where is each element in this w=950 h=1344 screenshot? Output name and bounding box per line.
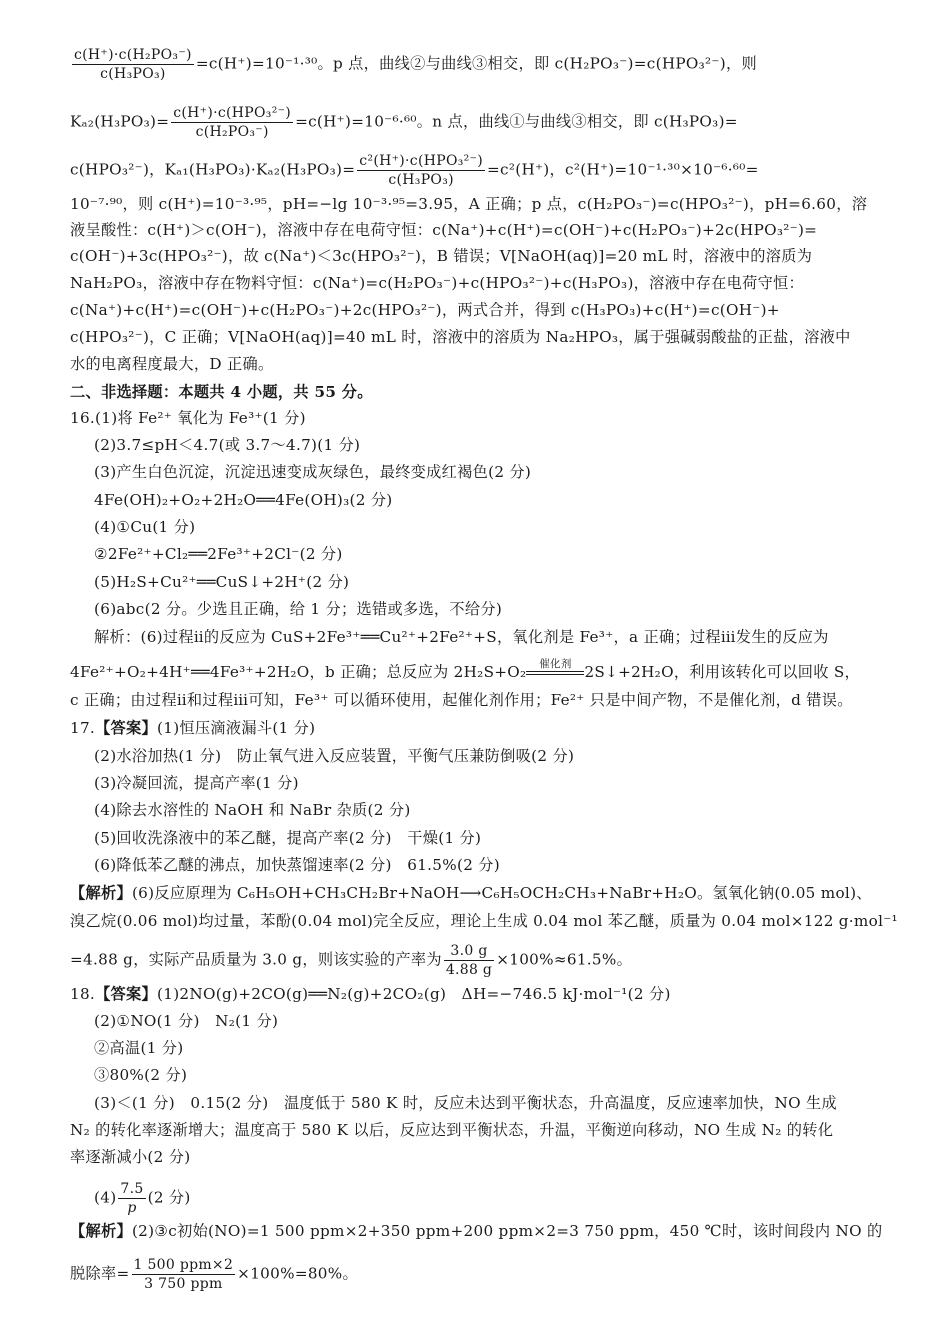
q15-line-3 [70, 152, 759, 189]
fraction-ka2 [171, 104, 293, 141]
q16-answer-2: (2)3.7≤pH＜4.7(或 3.7～4.7)(1 分) [94, 436, 361, 454]
answer-tag: 【答案】 [95, 985, 158, 1003]
q18-explanation-2 [70, 1256, 358, 1293]
q16-answer-6: (6)abc(2 分。少选且正确，给 1 分；选错或多选，不给分) [94, 600, 503, 618]
q18-answer-1 [70, 984, 671, 1004]
fraction-product [357, 152, 485, 189]
catalyst-label: 催化剂 [539, 658, 572, 670]
fraction-denominator: 3 750 ppm [144, 1276, 223, 1292]
q18-text: (2 分) [147, 1188, 191, 1207]
q15-line-9: c(HPO₃²⁻)，C 正确；V[NaOH(aq)]=40 mL 时，溶液中的溶质为 Na₂HPO₃，属于强碱弱酸盐的正盐，溶液中 [70, 328, 851, 346]
q15-text: =c²(H⁺)，c²(H⁺)=10⁻¹·³⁰×10⁻⁶·⁶⁰= [487, 160, 759, 179]
q18-number: 18. [70, 985, 96, 1003]
fraction-numerator: c²(H⁺)·c(HPO₃²⁻) [359, 153, 483, 169]
fraction-denominator: c(H₃PO₃) [388, 172, 454, 188]
q18-answer-2c: ③80%(2 分) [94, 1066, 188, 1084]
explanation-tag: 【解析】 [70, 1222, 132, 1240]
q15-line-7: NaH₂PO₃，溶液中存在物料守恒：c(Na⁺)=c(H₂PO₃⁻)+c(HPO₃²⁻)+c(H₃PO₃)，溶液中存在电荷守恒： [70, 274, 805, 292]
q15-line-8: c(Na⁺)+c(H⁺)=c(OH⁻)+c(H₂PO₃⁻)+2c(HPO₃²⁻)，两式合并，得到 c(H₃PO₃)+c(H⁺)=c(OH⁻)+ [70, 301, 780, 319]
q15-text: c(HPO₃²⁻)，Kₐ₁(H₃PO₃)·Kₐ₂(H₃PO₃)= [70, 160, 356, 179]
q18-text: ×100%=80%。 [237, 1264, 358, 1283]
fraction-removal [132, 1256, 236, 1293]
q17-answer-3: (3)冷凝回流，提高产率(1 分) [94, 774, 299, 792]
q18-text: (2)③c初始(NO)=1 500 ppm×2+350 ppm+200 ppm×2=3 750 ppm，450 ℃时，该时间段内 NO 的 [131, 1222, 883, 1240]
q17-text: (1)恒压滴液漏斗(1 分) [157, 719, 316, 737]
q18-explanation-1 [70, 1221, 882, 1241]
fraction-denominator: p [127, 1200, 137, 1216]
q16-answer-5: (5)H₂S+Cu²⁺══CuS↓+2H⁺(2 分) [94, 573, 350, 591]
q17-number: 17. [70, 719, 96, 737]
q18-answer-3b: N₂ 的转化率逐渐增大；温度高于 580 K 以后，反应达到平衡状态，升温，平衡逆向移动，NO 生成 N₂ 的转化 [70, 1121, 834, 1139]
q18-text: (4) [94, 1188, 117, 1207]
q17-answer-5: (5)回收洗涤液中的苯乙醚，提高产率(2 分) 干燥(1 分) [94, 829, 482, 847]
fraction-kp [118, 1180, 145, 1217]
q15-line-4: 10⁻⁷·⁹⁰，则 c(H⁺)=10⁻³·⁹⁵，pH=−lg 10⁻³·⁹⁵=3.95，A 正确；p 点，c(H₂PO₃⁻)=c(HPO₃²⁻)，pH=6.60，溶 [70, 195, 868, 213]
q15-text: =c(H⁺)=10⁻⁶·⁶⁰。n 点，曲线①与曲线③相交，即 c(H₃PO₃)= [295, 112, 738, 131]
fraction-yield [444, 942, 494, 979]
fraction-numerator: 3.0 g [444, 942, 494, 961]
q16-explanation-3: c 正确；由过程ⅱ和过程ⅲ可知，Fe³⁺ 可以循环使用，起催化剂作用；Fe²⁺ 只是中间产物，不是催化剂，d 错误。 [70, 691, 853, 709]
q16-explanation-1: 解析：(6)过程ⅱ的反应为 CuS+2Fe³⁺══Cu²⁺+2Fe²⁺+S，氧化剂是 Fe³⁺，a 正确；过程ⅲ发生的反应为 [94, 628, 829, 646]
q17-explanation-3 [70, 942, 632, 979]
fraction-numerator: c(H⁺)·c(HPO₃²⁻) [173, 105, 292, 121]
q17-answer-6: (6)降低苯乙醚的沸点，加快蒸馏速率(2 分) 61.5%(2 分) [94, 856, 501, 874]
q16-text: 4Fe²⁺+O₂+4H⁺══4Fe³⁺+2H₂O，b 正确；总反应为 2H₂S+O₂ [70, 663, 527, 681]
q15-line-1 [70, 46, 757, 83]
q16-answer-3: (3)产生白色沉淀，沉淀迅速变成灰绿色，最终变成红褐色(2 分) [94, 463, 532, 481]
q15-text: Kₐ₂(H₃PO₃)= [70, 112, 170, 131]
fraction-numerator: 1 500 ppm×2 [133, 1257, 234, 1273]
q17-answer-4: (4)除去水溶性的 NaOH 和 NaBr 杂质(2 分) [94, 801, 411, 819]
q17-answer-2: (2)水浴加热(1 分) 防止氧气进入反应装置，平衡气压兼防倒吸(2 分) [94, 747, 575, 765]
q15-line-2 [70, 104, 738, 141]
fraction-numerator: 7.5 [120, 1181, 144, 1197]
q17-answer-1 [70, 718, 315, 738]
q18-text: (1)2NO(g)+2CO(g)══N₂(g)+2CO₂(g) ΔH=−746.5 kJ·mol⁻¹(2 分) [157, 985, 671, 1003]
q16-explanation-2 [70, 658, 861, 682]
q16-answer-4-equation: ②2Fe²⁺+Cl₂══2Fe³⁺+2Cl⁻(2 分) [94, 545, 343, 563]
q17-text: ×100%≈61.5%。 [496, 950, 633, 969]
q18-answer-2b: ②高温(1 分) [94, 1039, 184, 1057]
q18-answer-4 [94, 1180, 191, 1217]
q17-text: =4.88 g，实际产品质量为 3.0 g，则该实验的产率为 [70, 950, 442, 969]
fraction-denominator: 4.88 g [445, 962, 493, 978]
catalyst-arrow [526, 658, 584, 675]
fraction-denominator: c(H₂PO₃⁻) [195, 124, 269, 140]
q18-answer-2: (2)①NO(1 分) N₂(1 分) [94, 1012, 279, 1030]
q15-line-10: 水的电离程度最大，D 正确。 [70, 355, 274, 373]
q17-explanation-1 [70, 883, 872, 903]
q16-text: 2S↓+2H₂O，利用该转化可以回收 S， [584, 663, 861, 681]
fraction-denominator: c(H₃PO₃) [100, 66, 166, 82]
q15-line-5: 液呈酸性：c(H⁺)＞c(OH⁻)，溶液中存在电荷守恒：c(Na⁺)+c(H⁺)=c(OH⁻)+c(H₂PO₃⁻)+2c(HPO₃²⁻)= [70, 221, 818, 239]
q18-text: 脱除率= [70, 1264, 130, 1283]
q16-answer-3-equation: 4Fe(OH)₂+O₂+2H₂O══4Fe(OH)₃(2 分) [94, 491, 393, 509]
q16-answer-1: 16.(1)将 Fe²⁺ 氧化为 Fe³⁺(1 分) [70, 409, 306, 427]
section-heading: 二、非选择题：本题共 4 小题，共 55 分。 [70, 383, 373, 401]
q17-explanation-2: 溴乙烷(0.06 mol)均过量，苯酚(0.04 mol)完全反应，理论上生成 0.04 mol 苯乙醚，质量为 0.04 mol×122 g·mol⁻¹ [70, 912, 898, 930]
explanation-tag: 【解析】 [70, 884, 132, 902]
q18-answer-3: (3)＜(1 分) 0.15(2 分) 温度低于 580 K 时，反应未达到平衡状态，升高温度，反应速率加快，NO 生成 [94, 1094, 837, 1112]
q17-text: (6)反应原理为 C₆H₅OH+CH₃CH₂Br+NaOH⟶C₆H₅OCH₂CH₃+NaBr+H₂O。氢氧化钠(0.05 mol)、 [131, 884, 872, 902]
q16-answer-4: (4)①Cu(1 分) [94, 518, 196, 536]
q15-text: =c(H⁺)=10⁻¹·³⁰。p 点，曲线②与曲线③相交，即 c(H₂PO₃⁻)=c(HPO₃²⁻)，则 [195, 54, 757, 73]
q18-answer-3c: 率逐渐减小(2 分) [70, 1148, 191, 1166]
q15-line-6: c(OH⁻)+3c(HPO₃²⁻)，故 c(Na⁺)＜3c(HPO₃²⁻)，B 错误；V[NaOH(aq)]=20 mL 时，溶液中的溶质为 [70, 247, 813, 265]
answer-tag: 【答案】 [95, 719, 158, 737]
fraction-numerator: c(H⁺)·c(H₂PO₃⁻) [74, 47, 192, 63]
fraction-ka1 [72, 46, 194, 83]
